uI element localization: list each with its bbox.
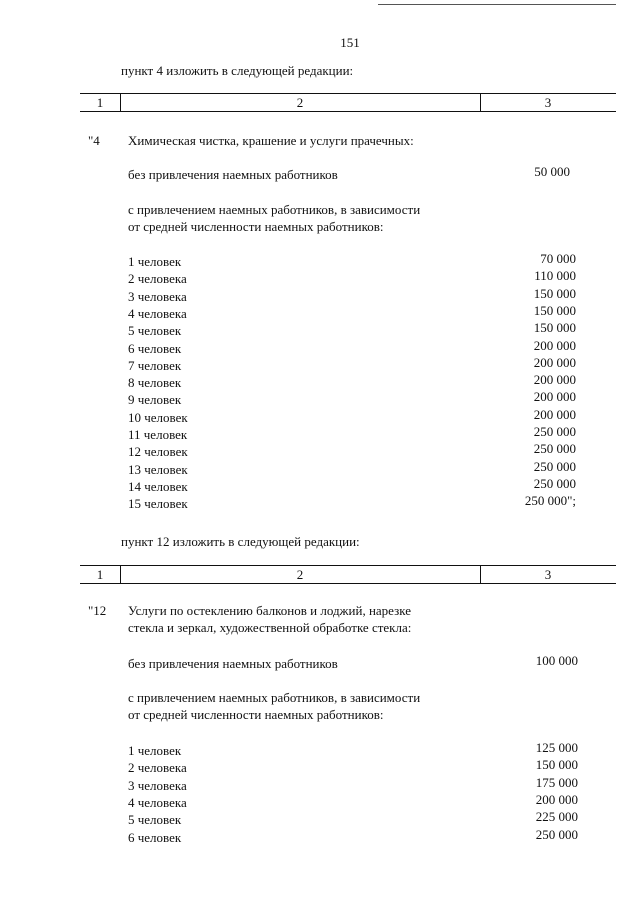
section2-staff-label-2: от средней численности наемных работников: [128, 707, 384, 722]
row-label: 3 человека [128, 288, 187, 304]
row-value: 150 000 [535, 757, 578, 773]
header-col-1: 1 [96, 95, 104, 110]
row-label: 13 человек [128, 461, 188, 477]
row-value: 250 000 [533, 475, 576, 491]
table-row [0, 826, 640, 846]
section2-no-staff-value: 100 000 [535, 653, 578, 668]
row-label: 5 человек [128, 812, 182, 828]
row-label: 2 человека [128, 760, 187, 776]
header-col-1: 1 [96, 567, 104, 582]
row-label: 8 человек [128, 375, 182, 391]
section2-table-header [80, 565, 616, 584]
section1-no-staff-label: без привлечения наемных работников [128, 167, 338, 182]
section1-staff-label-2: от средней численности наемных работников: [128, 219, 384, 234]
header-col-3: 3 [544, 95, 552, 110]
section1-table-header [80, 93, 616, 112]
row-label: 10 человек [128, 409, 188, 425]
top-rule [378, 4, 616, 5]
section2-title-1: Услуги по остеклению балконов и лоджий, нарезке [128, 603, 412, 618]
header-col-3: 3 [544, 567, 552, 582]
row-label: 12 человек [128, 444, 188, 460]
row-label: 1 человек [128, 743, 182, 758]
row-value: 225 000 [535, 809, 578, 825]
section2-title-2: стекла и зеркал, художественной обработке стекла: [128, 620, 412, 635]
row-value: 250 000 [533, 441, 576, 457]
row-value: 250 000"; [524, 493, 576, 509]
row-value: 110 000 [534, 268, 576, 284]
section1-title: Химическая чистка, крашение и услуги прачечных: [128, 133, 414, 148]
header-col-2: 2 [296, 567, 304, 582]
row-value: 250 000 [535, 826, 578, 842]
row-value: 200 000 [533, 389, 576, 405]
row-label: 9 человек [128, 392, 182, 408]
section1-no-staff-value: 50 000 [534, 164, 570, 179]
row-value: 150 000 [533, 320, 576, 336]
row-label: 7 человек [128, 357, 182, 373]
row-value: 150 000 [533, 285, 576, 301]
row-label: 6 человек [128, 829, 182, 845]
row-label: 2 человека [128, 271, 187, 287]
section2-staff-label-1: с привлечением наемных работников, в зависимости [128, 690, 421, 705]
section2-intro: пункт 12 изложить в следующей редакции: [121, 534, 360, 549]
section1-item-number: "4 [88, 133, 100, 148]
row-value: 200 000 [535, 791, 578, 807]
section1-staff-label-1: с привлечением наемных работников, в зависимости [128, 202, 421, 217]
page-number: 151 [340, 35, 360, 50]
section2-no-staff-label: без привлечения наемных работников [128, 656, 338, 671]
section2-item-number: "12 [88, 603, 107, 618]
section1-intro: пункт 4 изложить в следующей редакции: [121, 63, 354, 78]
row-label: 3 человека [128, 777, 187, 793]
row-value: 250 000 [533, 424, 576, 439]
header-col-2: 2 [296, 95, 304, 110]
row-label: 11 человек [128, 427, 188, 442]
row-value: 200 000 [533, 354, 576, 370]
row-label: 1 человек [128, 254, 182, 269]
row-value: 200 000 [533, 337, 576, 353]
row-label: 14 человек [128, 478, 188, 494]
table-row [0, 495, 640, 512]
row-label: 4 человека [128, 794, 187, 810]
row-value: 125 000 [535, 740, 578, 755]
row-label: 4 человека [128, 305, 187, 321]
row-label: 15 человек [128, 496, 188, 512]
row-value: 250 000 [533, 458, 576, 474]
row-label: 6 человек [128, 340, 182, 356]
row-value: 175 000 [535, 774, 578, 790]
row-value: 150 000 [533, 302, 576, 318]
row-value: 200 000 [533, 406, 576, 422]
row-value: 200 000 [533, 372, 576, 388]
row-value: 70 000 [540, 251, 576, 266]
row-label: 5 человек [128, 323, 182, 339]
